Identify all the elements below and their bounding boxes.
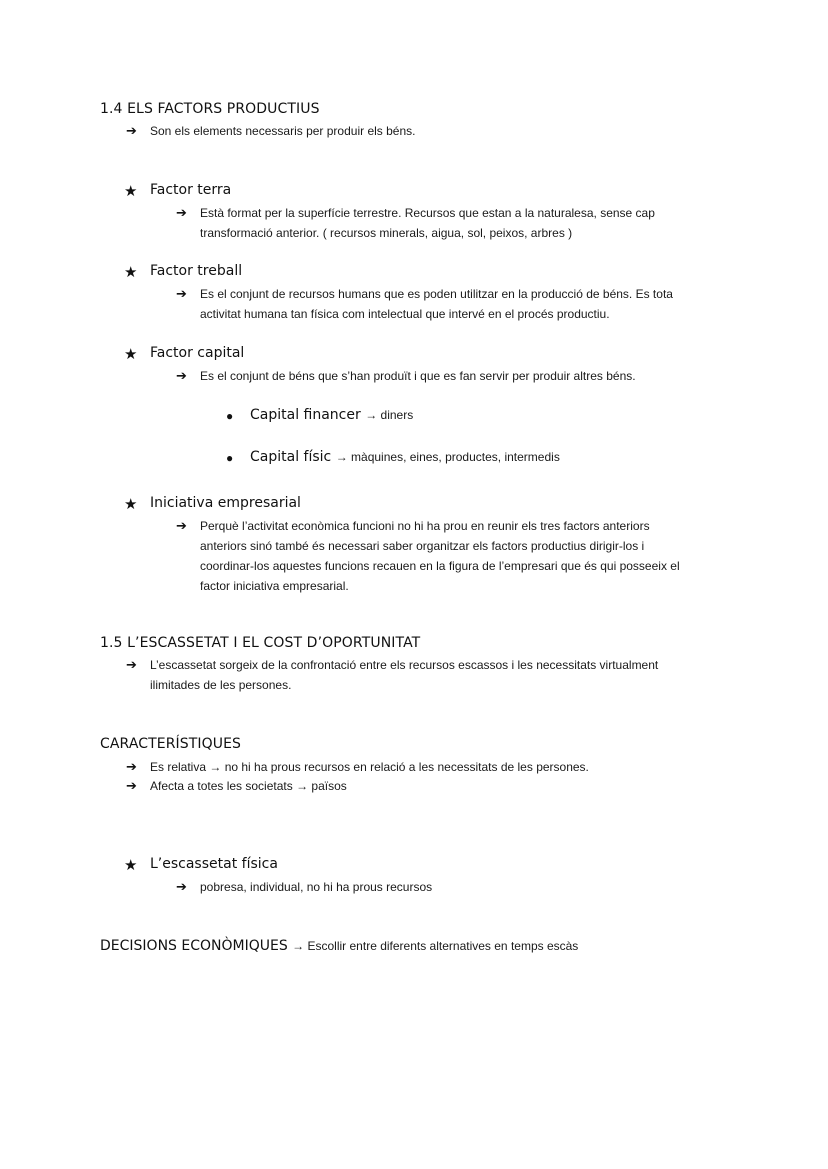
escassetat-fisica-title: L’escassetat física [150,856,278,872]
caracteristiques-title: CARACTERÍSTIQUES [100,736,242,752]
capital-fisic-title: Capital físic [250,449,332,465]
capital-fisic-text: → màquines, eines, productes, intermedis [335,450,560,464]
factor-capital-line-1: Es el conjunt de béns que s’han produït i que es fan servir per produir altres béns. [200,369,636,383]
arrow-icon: ➔ [176,368,187,383]
star-icon: ★ [124,264,138,281]
factor-treball-line-1: Es el conjunt de recursos humans que es poden utilitzar en la producció de béns. Es tota [200,287,673,301]
factor-terra-title: Factor terra [150,182,232,198]
section-title-1-5: 1.5 L’ESCASSETAT I EL COST D’OPORTUNITAT [100,635,421,651]
escassetat-line-1: L’escassetat sorgeix de la confrontació entre els recursos escassos i les necessitats virtualment [150,658,659,672]
arrow-icon: ➔ [126,657,137,672]
star-icon: ★ [124,496,138,513]
iniciativa-title: Iniciativa empresarial [150,495,301,511]
intro-text: Son els elements necessaris per produir els béns. [150,124,416,138]
arrow-icon: ➔ [126,123,137,138]
arrow-icon: ➔ [176,518,187,533]
decisions-text: → Escollir entre diferents alternatives en temps escàs [292,939,579,953]
arrow-icon: ➔ [176,879,187,894]
factor-terra-line-1: Està format per la superfície terrestre. Recursos que estan a la naturalesa, sense cap [200,206,655,220]
escassetat-line-2: ilimitades de les persones. [150,678,292,692]
capital-fisic-item [250,448,560,466]
arrow-icon: ➔ [126,759,137,774]
escassetat-fisica-line-1: pobresa, individual, no hi ha prous recursos [200,880,433,894]
decisions-line [100,937,578,955]
bullet-icon: ● [226,409,234,423]
star-icon: ★ [124,346,138,363]
decisions-title: DECISIONS ECONÒMIQUES [100,938,288,954]
arrow-icon: ➔ [176,286,187,301]
iniciativa-line-3: coordinar-los aquestes funcions recauen en la figura de l’empresari que és qui posseeix el [200,559,680,573]
factor-treball-line-2: activitat humana tan física com intelectual que intervé en el procés productiu. [200,307,610,321]
section-title-1-4: 1.4 ELS FACTORS PRODUCTIUS [100,101,320,117]
arrow-icon: ➔ [176,205,187,220]
capital-financer-title: Capital financer [250,407,361,423]
capital-financer-text: → diners [365,408,414,422]
caracteristica-1: Es relativa → no hi ha prous recursos en relació a les necessitats de les persones. [150,760,589,774]
bullet-icon: ● [226,451,234,465]
star-icon: ★ [124,857,138,874]
star-icon: ★ [124,183,138,200]
iniciativa-line-1: Perquè l’activitat econòmica funcioni no hi ha prou en reunir els tres factors anteriors [200,519,650,533]
capital-financer-item [250,406,413,424]
iniciativa-line-2: anteriors sinó també és necessari saber organitzar els factors productius dirigir-los i [200,539,645,553]
caracteristica-2: Afecta a totes les societats → països [150,779,347,793]
arrow-icon: ➔ [126,778,137,793]
factor-terra-line-2: transformació anterior. ( recursos minerals, aigua, sol, peixos, arbres ) [200,226,573,240]
factor-capital-title: Factor capital [150,345,245,361]
iniciativa-line-4: factor iniciativa empresarial. [200,579,349,593]
factor-treball-title: Factor treball [150,263,243,279]
